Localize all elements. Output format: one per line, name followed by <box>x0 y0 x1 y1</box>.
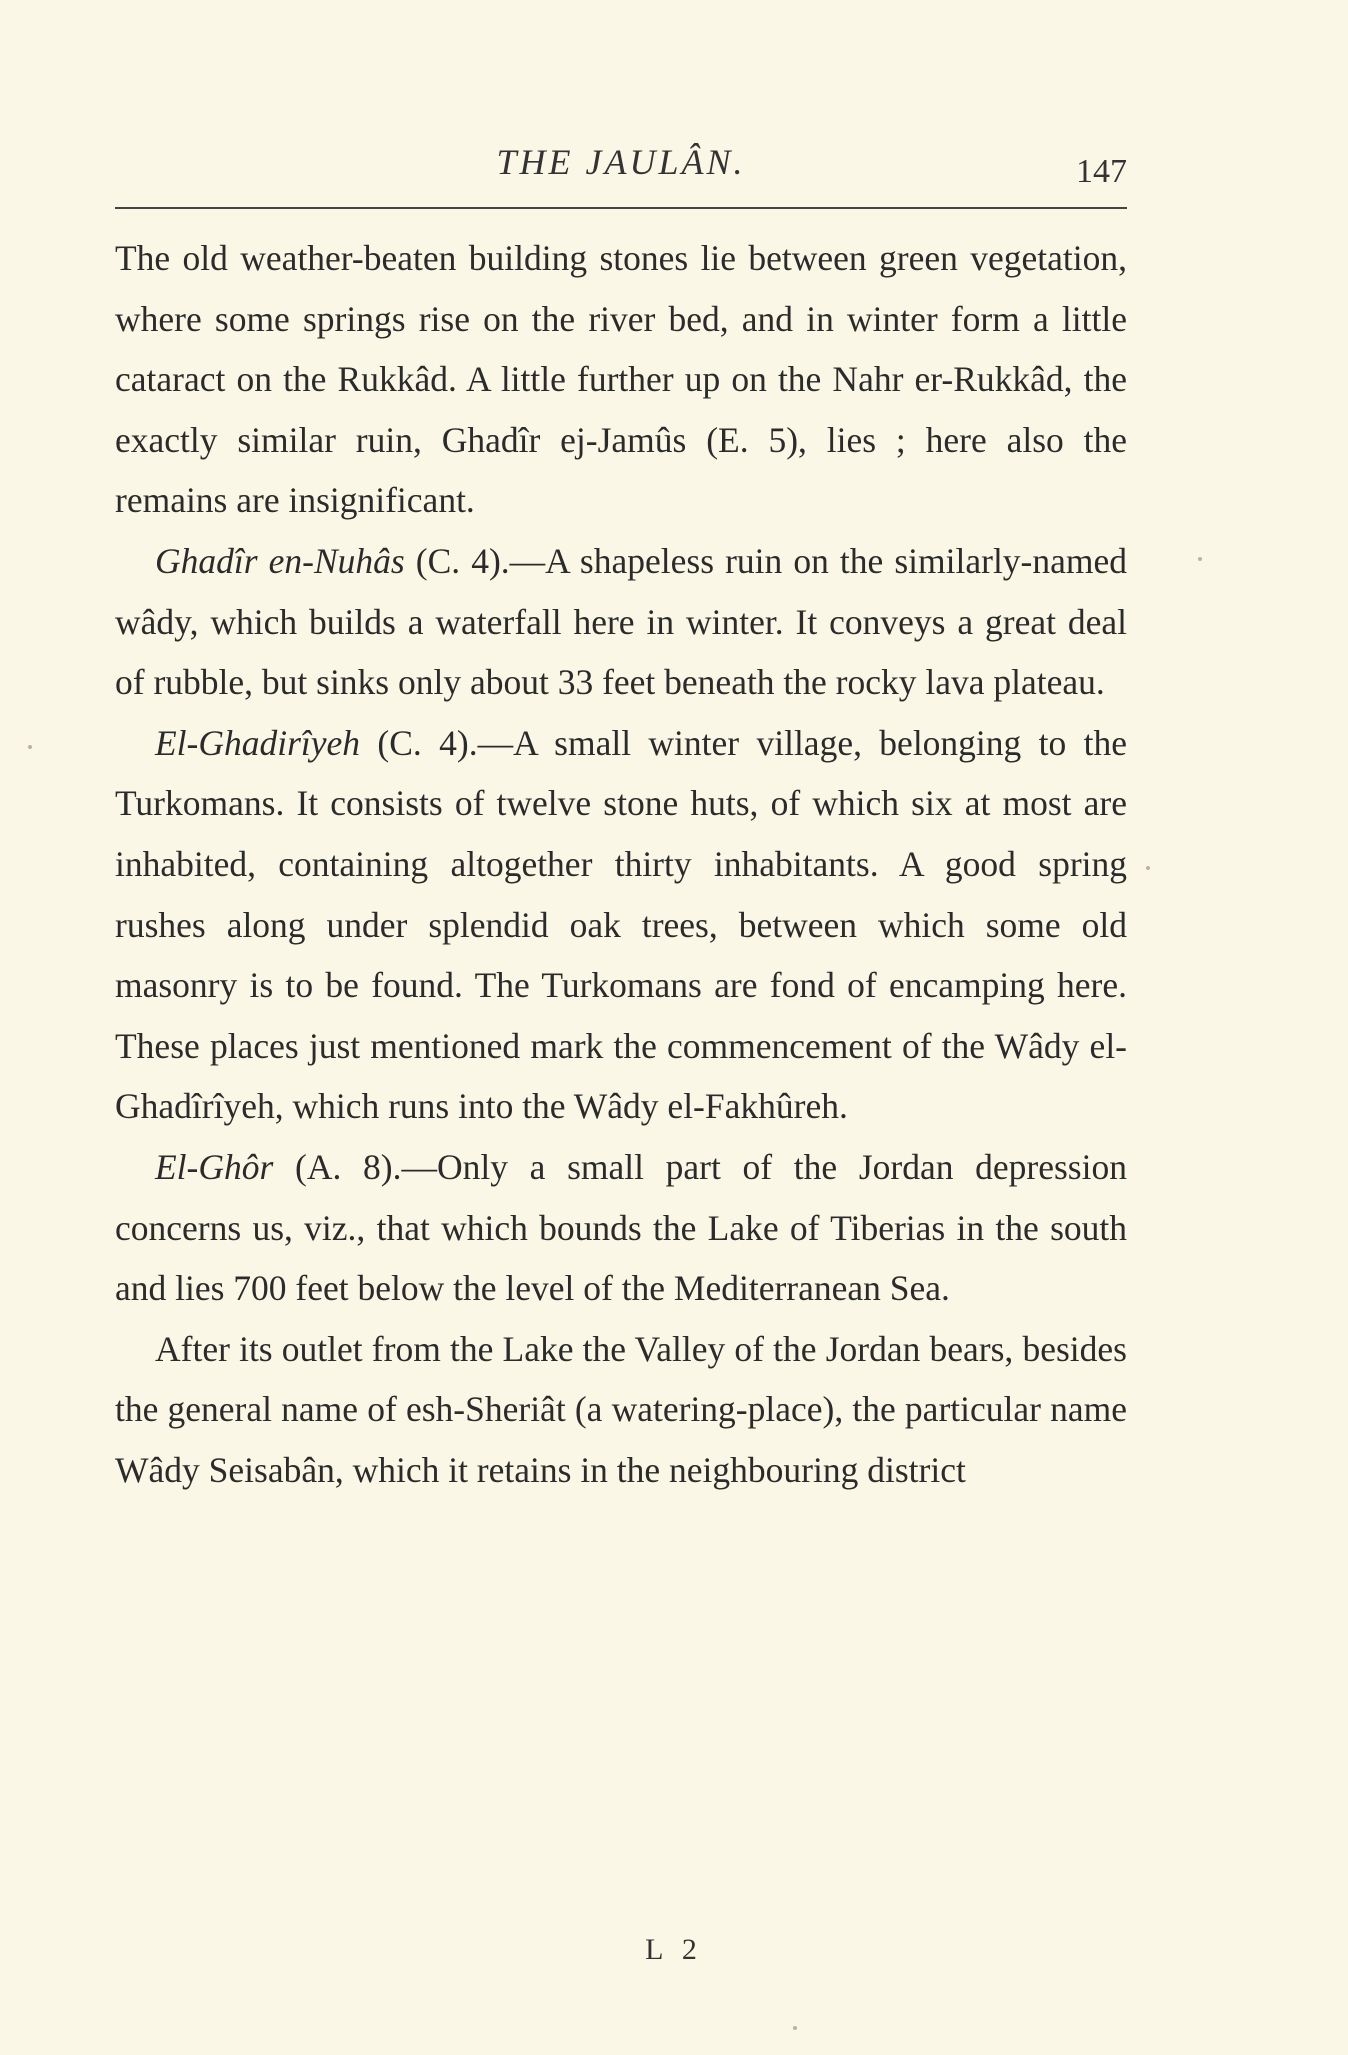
paragraph-el-ghor <box>115 1137 1127 1319</box>
paragraph-1 <box>115 228 1127 531</box>
running-head-title: THE JAULÂN. <box>496 142 746 182</box>
paragraph-el-ghadiriyeh <box>115 713 1127 1137</box>
paragraph-text: (A. 8).—Only a small part of the Jordan depression concerns us, viz., that which bounds the Lake of Tiberias in the south and lies 700 feet below the level of the Mediterranean Sea. <box>115 1146 1127 1309</box>
paragraph-text: (C. 4).—A shapeless ruin on the similarly-named wâdy, which builds a waterfall here in winter. It conveys a great deal of rubble, but sinks only about 33 feet beneath the rocky lava plateau. <box>115 540 1128 703</box>
paper-speck <box>793 2026 797 2030</box>
body-text <box>115 228 1127 1500</box>
paragraph-jordan-outlet <box>115 1319 1127 1501</box>
header-rule <box>115 207 1127 209</box>
paragraph-text: After its outlet from the Lake the Valley of the Jordan bears, besides the general name of esh-Sheriât (a watering-place), the particular name Wâdy Seisabân, which it retains in the neighbouring district <box>115 1328 1127 1490</box>
place-name-el-ghor: El-Ghôr <box>155 1146 274 1187</box>
page-number: 147 <box>1076 153 1127 190</box>
paragraph-text: (C. 4).—A small winter village, belonging to the Turkomans. It consists of twelve stone huts, of which six at most are inhabited, containing altogether thirty inhabitants. A good spring rushes along under splendid oak trees, between which some old masonry is to be found. The Turkomans are fond of encamping here. These places just mentioned mark the commencement of the Wâdy el-Ghadîrîyeh, which runs into the Wâdy el-Fakhûreh. <box>115 722 1127 1127</box>
paper-speck <box>1198 557 1202 561</box>
place-name-ghadir-en-nuhas: Ghadîr en-Nuhâs <box>155 540 405 581</box>
running-head <box>115 133 1127 193</box>
paper-speck <box>1146 866 1150 870</box>
signature-mark: L 2 <box>645 1933 703 1966</box>
place-name-el-ghadiriyeh: El-Ghadirîyeh <box>155 722 361 763</box>
paper-speck <box>28 745 32 749</box>
paragraph-text: The old weather-beaten building stones lie between green vegetation, where some springs rise on the river bed, and in winter form a little cataract on the Rukkâd. A little further up on the Nahr er-Rukkâd, the exactly similar ruin, Ghadîr ej-Jamûs (E. 5), lies ; here also the remains are insignificant. <box>115 238 1127 521</box>
paragraph-ghadir-en-nuhas <box>115 531 1127 713</box>
